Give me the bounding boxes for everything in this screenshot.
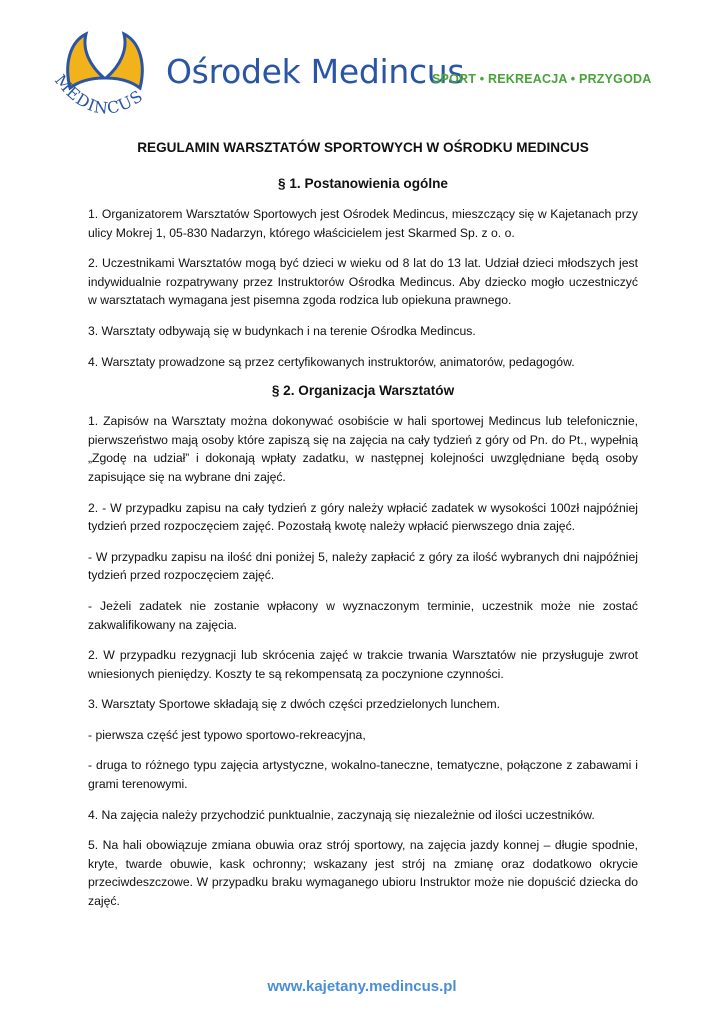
document-title: REGULAMIN WARSZTATÓW SPORTOWYCH W OŚRODKU MEDINCUS (137, 140, 589, 155)
logo-arc-text: MEDINCUS (50, 70, 147, 118)
paragraph: 2. W przypadku rezygnacji lub skrócenia zajęć w trakcie trwania Warsztatów nie przysługuje zwrot wniesionych pieniędzy. Koszty te są rekompensatą za poczynione czynności. (88, 648, 638, 681)
paragraph: 5. Na hali obowiązuje zmiana obuwia oraz strój sportowy, na zajęcia jazdy konnej – długie spodnie, kryte, twarde obuwie, kask ochronny; wskazany jest strój na zmianę oraz dodatkowo okrycie przeciwdeszczowe. W przypadku braku wymaganego ubioru Instruktor może nie dopuścić dziecka do zajęć. (88, 838, 638, 909)
brand-name: Ośrodek Medincus (166, 52, 465, 91)
paragraph: 1. Zapisów na Warsztaty można dokonywać osobiście w hali sportowej Medincus lub telefonicznie, pierwszeństwo mają osoby które zapiszą się na zajęcia na cały tydzień z góry od Pn. do Pt., wypełnią „Zgodę na udział” i dokonają wpłaty zadatku, w następnej kolejności uwzględniane będą osoby zapisujące się na wybrane dni zajęć. (88, 414, 638, 484)
paragraph: 3. Warsztaty Sportowe składają się z dwóch części przedzielonych lunchem. (88, 697, 501, 712)
logo-left-wing-icon (68, 34, 104, 88)
paragraph: - pierwsza część jest typowo sportowo-rekreacyjna, (88, 727, 366, 742)
logo-right-wing-icon (106, 34, 142, 88)
paragraph: 3. Warsztaty odbywają się w budynkach i na terenie Ośrodka Medincus. (88, 323, 476, 338)
section-1 (88, 176, 638, 371)
paragraph: 4. Warsztaty prowadzone są przez certyfikowanych instruktorów, animatorów, pedagogów. (88, 354, 575, 369)
paragraph: 2. - W przypadku zapisu na cały tydzień z góry należy wpłacić zadatek w wysokości 100zł najpóźniej tydzień przed rozpoczęciem zajęć. Pozostałą kwotę należy wpłacić pierwszego dnia zajęć. (88, 500, 638, 534)
section-heading: § 2. Organizacja Warsztatów (271, 383, 455, 399)
brand-tagline: SPORT • REKREACJA • PRZYGODA (432, 72, 652, 86)
footer-website-link[interactable]: www.kajetany.medincus.pl (267, 978, 457, 995)
document-body (88, 140, 638, 923)
section-2 (88, 383, 638, 910)
section-heading: § 1. Postanowienia ogólne (278, 176, 448, 191)
paragraph: 4. Na zajęcia należy przychodzić punktualnie, zaczynają się niezależnie od ilości uczestników. (88, 807, 595, 822)
paragraph: - druga to różnego typu zajęcia artystyczne, wokalno-taneczne, tematyczne, połączone z zabawami i grami terenowymi. (88, 758, 638, 792)
paragraph: 2. Uczestnikami Warsztatów mogą być dzieci w wieku od 8 lat do 13 lat. Udział dzieci młodszych jest indywidualnie rozpatrywany przez Instruktorów Ośrodka Medincus. Aby dziecko mogło uczestniczyć w warsztatach wymagana jest pisemna zgoda rodzica lub opiekuna prawnego. (88, 256, 638, 308)
paragraph: 1. Organizatorem Warsztatów Sportowych jest Ośrodek Medincus, mieszczący się w Kajetanach przy ulicy Mokrej 1, 05-830 Nadarzyn, którego właścicielem jest Skarmed Sp. z o. o. (88, 207, 638, 240)
paragraph: - W przypadku zapisu na ilość dni poniżej 5, należy zapłacić z góry za ilość wybranych dni najpóźniej tydzień przed rozpoczęciem zajęć. (88, 549, 638, 583)
paragraph: - Jeżeli zadatek nie zostanie wpłacony w wyznaczonym terminie, uczestnik może nie zostać zakwalifikowany na zajęcia. (88, 598, 638, 632)
medincus-logo (48, 28, 158, 128)
